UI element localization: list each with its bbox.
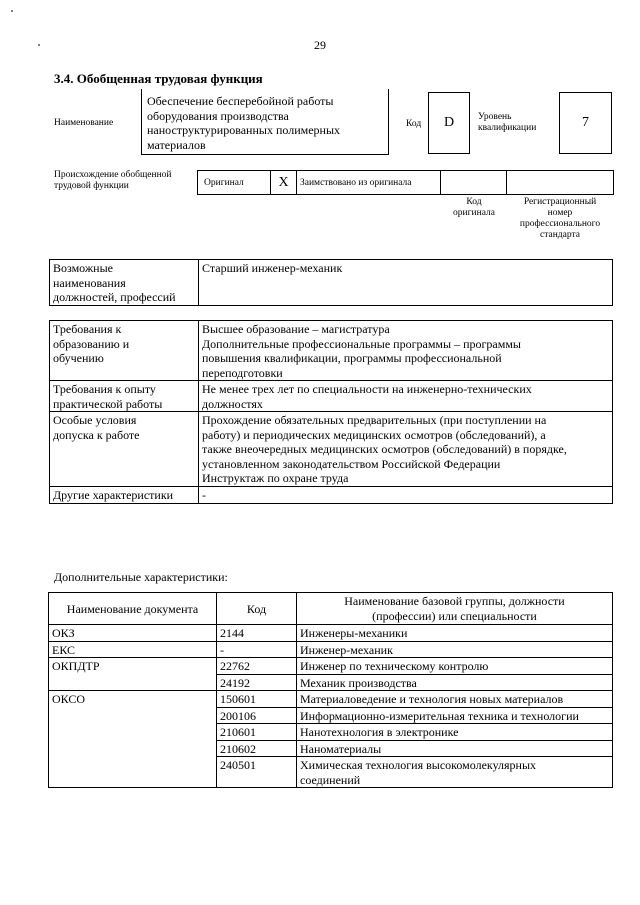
- name-cell: Наноматериалы: [297, 740, 613, 757]
- additional-table: [48, 592, 613, 788]
- name-label: Наименование: [54, 118, 114, 128]
- req-row-experience: [50, 381, 613, 412]
- table-row: [49, 658, 613, 675]
- doc-cell: ОКСО: [49, 691, 217, 788]
- code-cell: 2144: [217, 625, 297, 642]
- req-value-line: должностях: [202, 396, 263, 411]
- section-title: 3.4. Обобщенная трудовая функция: [54, 71, 263, 86]
- borrowed-label: Заимствовано из оригинала: [297, 171, 441, 195]
- header-name: [297, 593, 613, 625]
- header-code: Код: [217, 593, 297, 625]
- code-cell: 210601: [217, 724, 297, 741]
- header-name-line: (профессии) или специальности: [372, 608, 537, 623]
- name-cell: Инженер по техническому контролю: [297, 658, 613, 675]
- req-label: [50, 381, 199, 412]
- name-cell: Информационно-измерительная техника и технологии: [297, 707, 613, 724]
- req-value-line: Дополнительные профессиональные программы – программы: [202, 336, 521, 351]
- table-row: [49, 691, 613, 708]
- reg-number-line: номер: [547, 208, 573, 218]
- req-label-line: Другие характеристики: [53, 488, 174, 502]
- doc-cell: ОКЗ: [49, 625, 217, 642]
- req-value: [199, 321, 613, 381]
- req-value: [199, 412, 613, 487]
- positions-table: [49, 259, 613, 306]
- req-row-education: [50, 321, 613, 381]
- positions-label-line: Возможные: [53, 261, 113, 275]
- original-label: Оригинал: [198, 171, 271, 195]
- origin-table: [197, 170, 614, 195]
- code-cell: -: [217, 641, 297, 658]
- reg-number-cell: [507, 171, 614, 195]
- header-doc: Наименование документа: [49, 593, 217, 625]
- origin-label-line: Происхождение обобщенной: [54, 170, 172, 180]
- reg-number-line: профессионального: [519, 219, 601, 229]
- original-mark: X: [271, 171, 297, 195]
- code-label: Код: [406, 119, 422, 129]
- req-row-other: [50, 487, 613, 504]
- name-cell: Инженеры-механики: [297, 625, 613, 642]
- table-row: [49, 641, 613, 658]
- level-value: 7: [582, 115, 589, 130]
- function-name-box: [141, 89, 389, 155]
- req-value-line: Инструктаж по охране труда: [202, 471, 349, 485]
- req-value-line: повышения квалификации, программы профессиональной: [202, 351, 502, 365]
- req-value-line: Высшее образование – магистратура: [202, 322, 390, 336]
- req-value: [199, 487, 613, 504]
- code-cell: 210602: [217, 740, 297, 757]
- code-cell: 22762: [217, 658, 297, 675]
- req-label-line: Особые условия: [53, 413, 137, 427]
- req-value-line: переподготовки: [202, 365, 283, 380]
- req-label: [50, 412, 199, 487]
- positions-label-line: должностей, профессий: [53, 290, 176, 304]
- reg-number-line: Регистрационный: [523, 197, 597, 207]
- req-value-line: установленном законодательством Российской Федерации: [202, 456, 501, 471]
- name-cell: Нанотехнология в электронике: [297, 724, 613, 741]
- name-cell: Материаловедение и технология новых материалов: [297, 691, 613, 708]
- req-label-line: Требования к опыту: [53, 382, 156, 396]
- page-number: 29: [314, 38, 326, 52]
- name-line: соединений: [300, 772, 361, 787]
- function-name-line: Обеспечение бесперебойной работы: [147, 94, 334, 108]
- req-label-line: допуска к работе: [53, 427, 140, 442]
- code-value: D: [443, 115, 455, 130]
- function-name-line: оборудования производства: [147, 108, 289, 123]
- name-cell: [297, 757, 613, 788]
- positions-value: Старший инженер-механик: [199, 260, 613, 306]
- level-label-line: Уровень: [478, 112, 512, 122]
- reg-number-line: стандарта: [540, 230, 580, 240]
- code-cell: 240501: [217, 757, 297, 788]
- origin-label: [54, 170, 172, 192]
- req-value: [199, 381, 613, 412]
- doc-cell: ЕКС: [49, 641, 217, 658]
- reg-number-caption: [507, 197, 613, 241]
- req-value-line: Прохождение обязательных предварительных (при поступлении на: [202, 413, 547, 427]
- req-value-line: Не менее трех лет по специальности на инженерно-технических: [202, 382, 532, 396]
- code-original-line: Код: [466, 197, 482, 207]
- req-label-line: практической работы: [53, 396, 163, 411]
- code-cell: 200106: [217, 707, 297, 724]
- req-value-line: также внеочередных медицинских осмотров (обследований) в порядке,: [202, 442, 567, 456]
- req-label-line: Требования к: [53, 322, 122, 336]
- code-cell: 150601: [217, 691, 297, 708]
- additional-header-row: [49, 593, 613, 625]
- header-name-line: Наименование базовой группы, должности: [344, 594, 565, 608]
- doc-cell: ОКПДТР: [49, 658, 217, 691]
- additional-title: Дополнительные характеристики:: [54, 570, 228, 584]
- code-cell: 24192: [217, 674, 297, 691]
- level-label-line: квалификации: [478, 123, 537, 133]
- level-label: [478, 112, 536, 134]
- code-original-caption: [440, 197, 508, 219]
- req-row-conditions: [50, 412, 613, 487]
- table-row: [49, 625, 613, 642]
- req-label-line: обучению: [53, 351, 104, 365]
- requirements-table: [49, 320, 613, 504]
- code-original-line: оригинала: [453, 208, 495, 218]
- name-line: Химическая технология высокомолекулярных: [300, 758, 537, 772]
- function-name-line: наноструктурированных полимерных: [147, 123, 341, 137]
- positions-label-line: наименования: [53, 275, 126, 290]
- name-cell: Инженер-механик: [297, 641, 613, 658]
- code-original-cell: [441, 171, 507, 195]
- origin-label-line: трудовой функции: [54, 181, 129, 191]
- req-value-line: -: [202, 488, 206, 502]
- scan-speck: [11, 10, 13, 12]
- req-label: [50, 321, 199, 381]
- positions-label: [50, 260, 199, 306]
- req-label-line: образованию и: [53, 336, 130, 351]
- name-cell: Механик производства: [297, 674, 613, 691]
- function-name-line: материалов: [147, 137, 206, 152]
- req-label: [50, 487, 199, 504]
- req-value-line: работу) и периодических медицинских осмотров (обследований), а: [202, 427, 546, 442]
